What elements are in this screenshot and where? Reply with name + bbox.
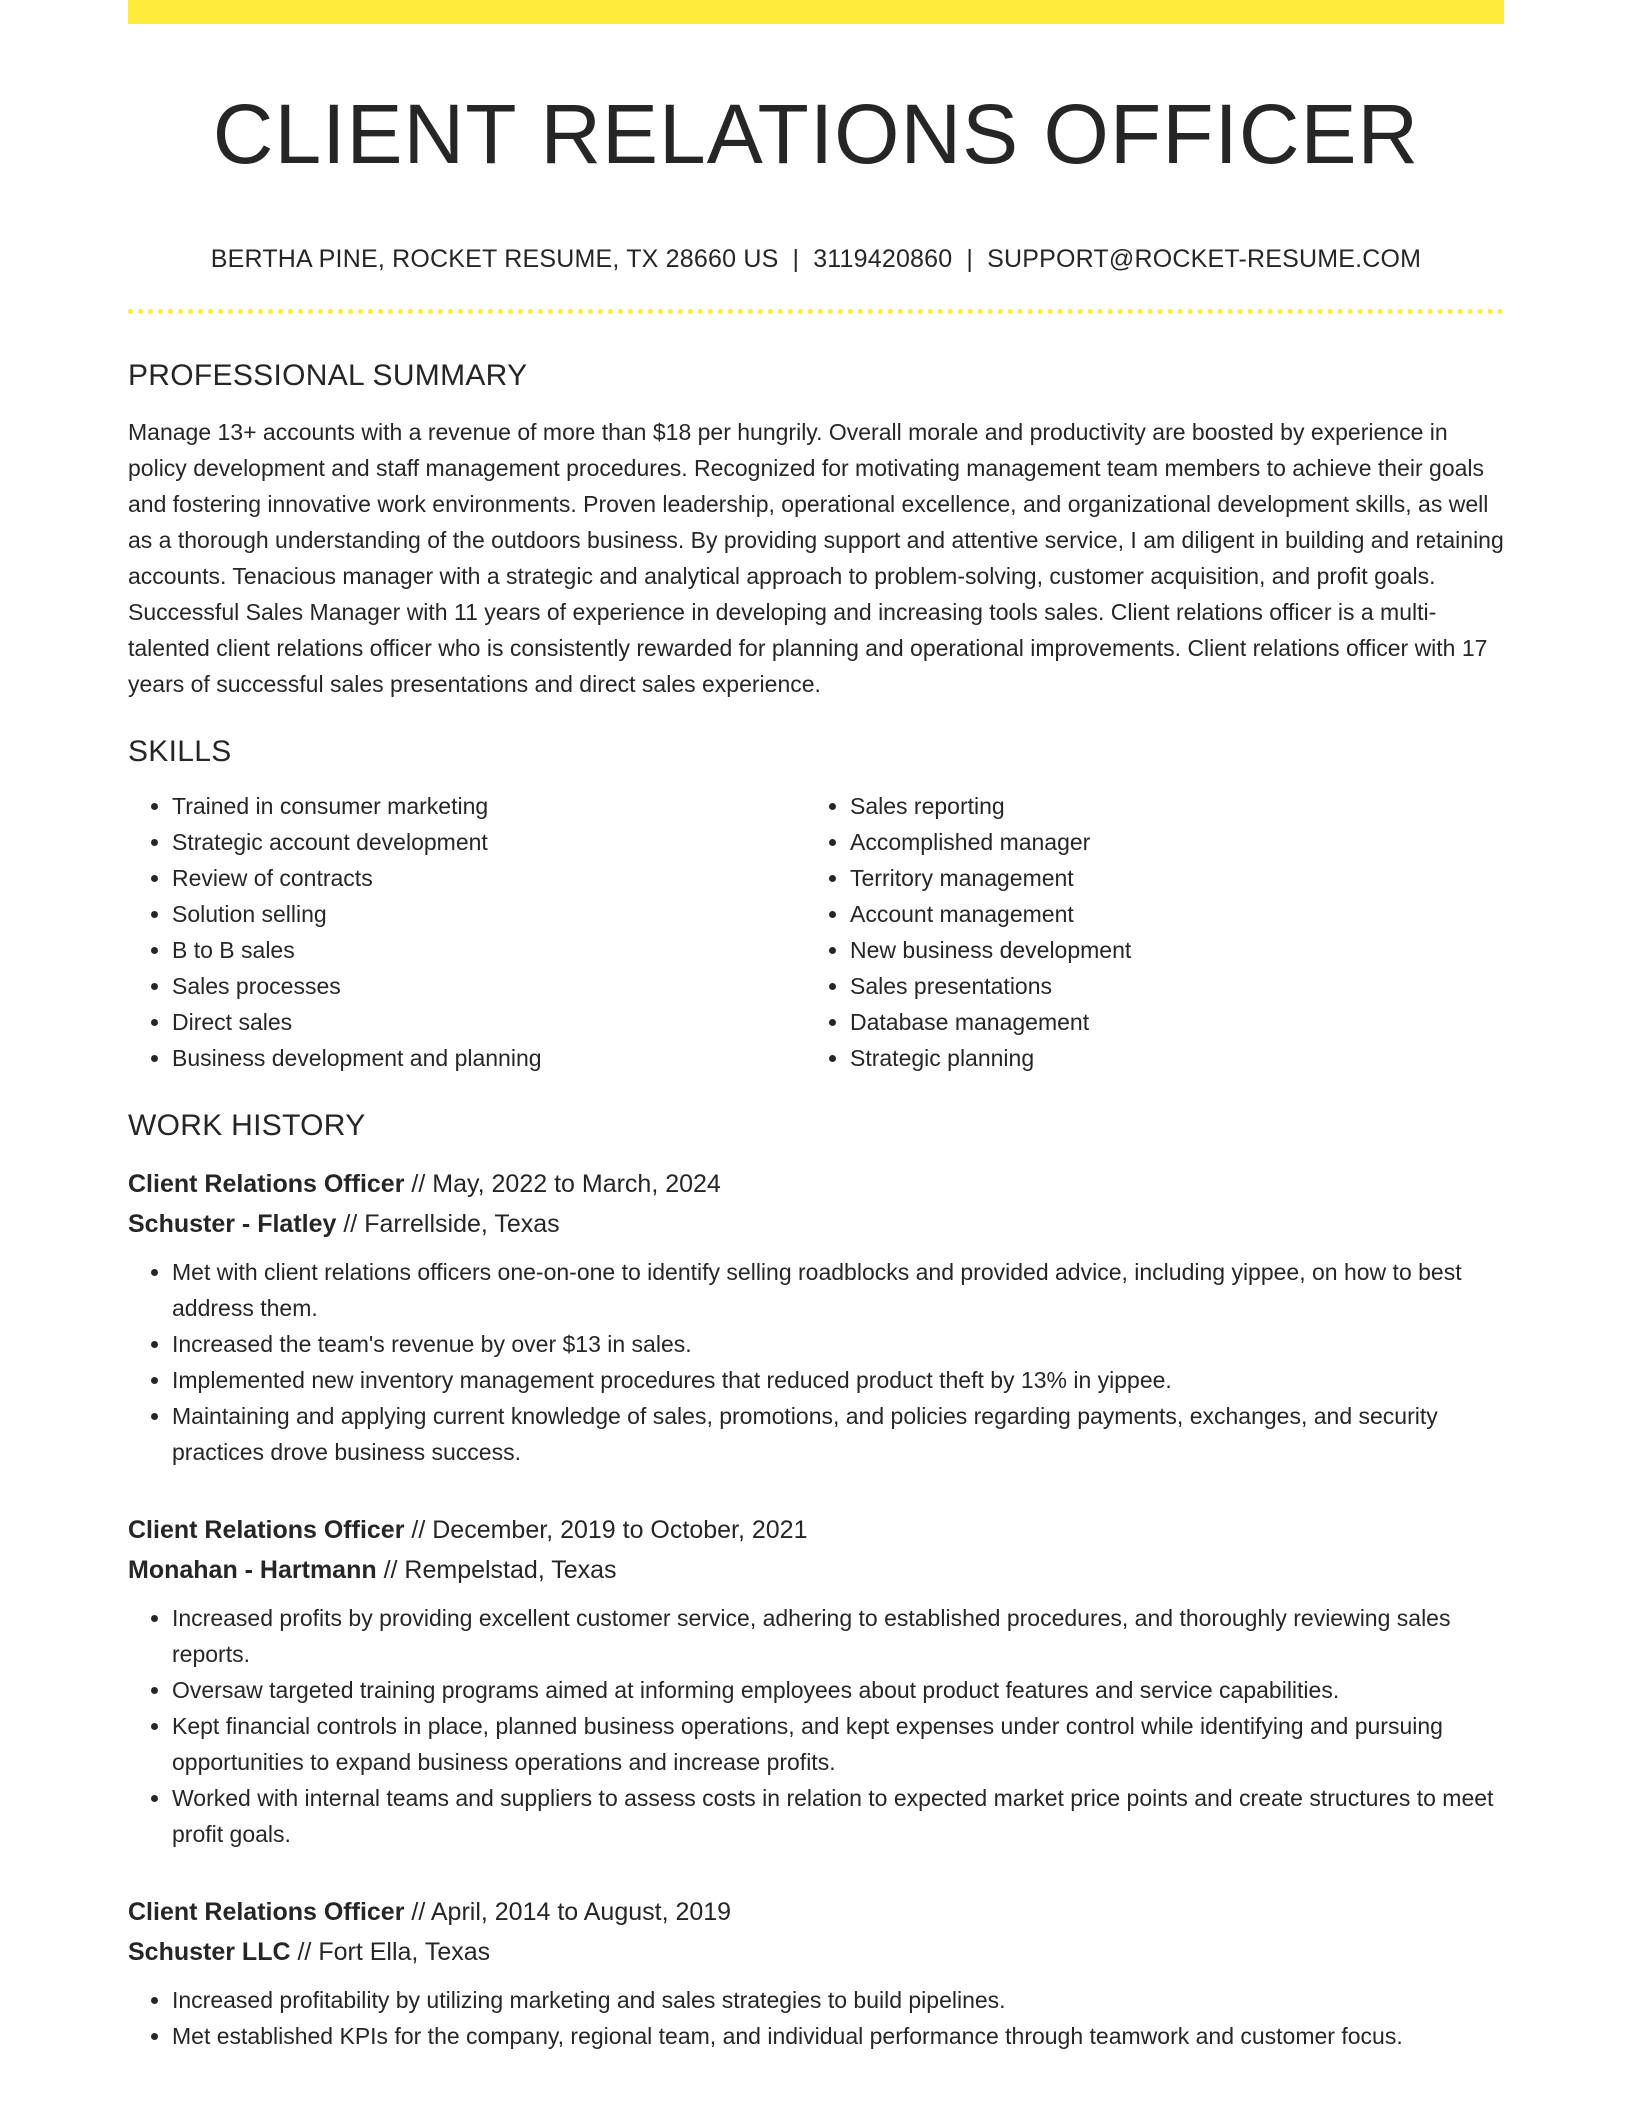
skill-item: • Territory management bbox=[850, 860, 1484, 896]
job-bullet: • Oversaw targeted training programs aimed at informing employees about product features and service capabilities. bbox=[172, 1672, 1504, 1708]
job-location: // Farrellside, Texas bbox=[343, 1210, 560, 1238]
job-company: Schuster - Flatley bbox=[128, 1210, 337, 1238]
dotted-divider bbox=[128, 309, 1504, 314]
skill-item: • Review of contracts bbox=[172, 860, 806, 896]
skill-item: • B to B sales bbox=[172, 932, 806, 968]
job-role-line bbox=[128, 1892, 1504, 1932]
skill-item: • Direct sales bbox=[172, 1004, 806, 1040]
job-bullet: • Met established KPIs for the company, regional team, and individual performance through teamwork and customer focus. bbox=[172, 2018, 1504, 2054]
contact-separator: | bbox=[966, 245, 974, 273]
job-entry bbox=[128, 1892, 1504, 2054]
job-bullet: • Maintaining and applying current knowledge of sales, promotions, and policies regarding payments, exchanges, and security practices drove business success. bbox=[172, 1398, 1504, 1470]
job-company: Schuster LLC bbox=[128, 1938, 291, 1966]
job-role: Client Relations Officer bbox=[128, 1170, 405, 1198]
contact-email: SUPPORT@ROCKET-RESUME.COM bbox=[987, 245, 1422, 273]
job-bullet: • Kept financial controls in place, planned business operations, and kept expenses under control while identifying and pursuing opportunities to expand business operations and increase profits. bbox=[172, 1708, 1504, 1780]
skills-column-left bbox=[128, 788, 806, 1076]
skill-item: • Strategic account development bbox=[172, 824, 806, 860]
job-bullets bbox=[128, 1600, 1504, 1852]
job-bullet: • Implemented new inventory management procedures that reduced product theft by 13% in yippee. bbox=[172, 1362, 1504, 1398]
skill-item: • Account management bbox=[850, 896, 1484, 932]
summary-text: Manage 13+ accounts with a revenue of more than $18 per hungrily. Overall morale and productivity are boosted by experience in policy development and staff management procedures. Recognized for motivating management team members to achieve their goals and fostering innovative work environments. Proven leadership, operational excellence, and organizational development skills, as well as a thorough understanding of the outdoors business. By providing support and attentive service, I am diligent in building and retaining accounts. Tenacious manager with a strategic and analytical approach to problem-solving, customer acquisition, and profit goals. Successful Sales Manager with 11 years of experience in developing and increasing tools sales. Client relations officer is a multi-talented client relations officer who is consistently rewarded for planning and operational improvements. Client relations officer with 17 years of successful sales presentations and direct sales experience. bbox=[128, 419, 1504, 697]
job-company-line bbox=[128, 1204, 1504, 1244]
contact-line bbox=[128, 244, 1504, 274]
resume-page bbox=[128, 0, 1504, 2054]
job-bullets bbox=[128, 1982, 1504, 2054]
summary-heading: PROFESSIONAL SUMMARY bbox=[128, 359, 528, 392]
job-role: Client Relations Officer bbox=[128, 1516, 405, 1544]
skills-heading: SKILLS bbox=[128, 735, 232, 768]
accent-top-bar bbox=[128, 0, 1504, 24]
job-company-line bbox=[128, 1932, 1504, 1972]
resume-title: CLIENT RELATIONS OFFICER bbox=[212, 87, 1420, 181]
job-location: // Rempelstad, Texas bbox=[383, 1556, 617, 1584]
job-entry bbox=[128, 1164, 1504, 1470]
job-role-line bbox=[128, 1164, 1504, 1204]
contact-separator: | bbox=[792, 245, 800, 273]
skill-item: • Sales reporting bbox=[850, 788, 1484, 824]
job-role: Client Relations Officer bbox=[128, 1898, 405, 1926]
job-bullet: • Increased profitability by utilizing marketing and sales strategies to build pipelines. bbox=[172, 1982, 1504, 2018]
skill-item: • Sales presentations bbox=[850, 968, 1484, 1004]
skill-item: • Business development and planning bbox=[172, 1040, 806, 1076]
contact-address: BERTHA PINE, ROCKET RESUME, TX 28660 US bbox=[210, 245, 779, 273]
skills-column-right bbox=[806, 788, 1484, 1076]
job-bullet: • Worked with internal teams and suppliers to assess costs in relation to expected market price points and create structures to meet profit goals. bbox=[172, 1780, 1504, 1852]
job-dates: // May, 2022 to March, 2024 bbox=[411, 1170, 721, 1198]
skill-item: • Database management bbox=[850, 1004, 1484, 1040]
skill-item: • Solution selling bbox=[172, 896, 806, 932]
job-bullet: • Increased profits by providing excellent customer service, adhering to established procedures, and thoroughly reviewing sales reports. bbox=[172, 1600, 1504, 1672]
skill-item: • Trained in consumer marketing bbox=[172, 788, 806, 824]
job-bullet: • Increased the team's revenue by over $13 in sales. bbox=[172, 1326, 1504, 1362]
skill-item: • New business development bbox=[850, 932, 1484, 968]
contact-phone: 3119420860 bbox=[813, 245, 953, 273]
skill-item: • Sales processes bbox=[172, 968, 806, 1004]
skills-list bbox=[128, 788, 1504, 1076]
work-history-heading: WORK HISTORY bbox=[128, 1109, 366, 1142]
job-bullet: • Met with client relations officers one-on-one to identify selling roadblocks and provided advice, including yippee, on how to best address them. bbox=[172, 1254, 1504, 1326]
job-bullets bbox=[128, 1254, 1504, 1470]
job-dates: // April, 2014 to August, 2019 bbox=[411, 1898, 732, 1926]
job-company-line bbox=[128, 1550, 1504, 1590]
job-role-line bbox=[128, 1510, 1504, 1550]
job-entry bbox=[128, 1510, 1504, 1852]
skill-item: • Strategic planning bbox=[850, 1040, 1484, 1076]
job-company: Monahan - Hartmann bbox=[128, 1556, 377, 1584]
skill-item: • Accomplished manager bbox=[850, 824, 1484, 860]
job-location: // Fort Ella, Texas bbox=[297, 1938, 491, 1966]
job-dates: // December, 2019 to October, 2021 bbox=[411, 1516, 808, 1544]
